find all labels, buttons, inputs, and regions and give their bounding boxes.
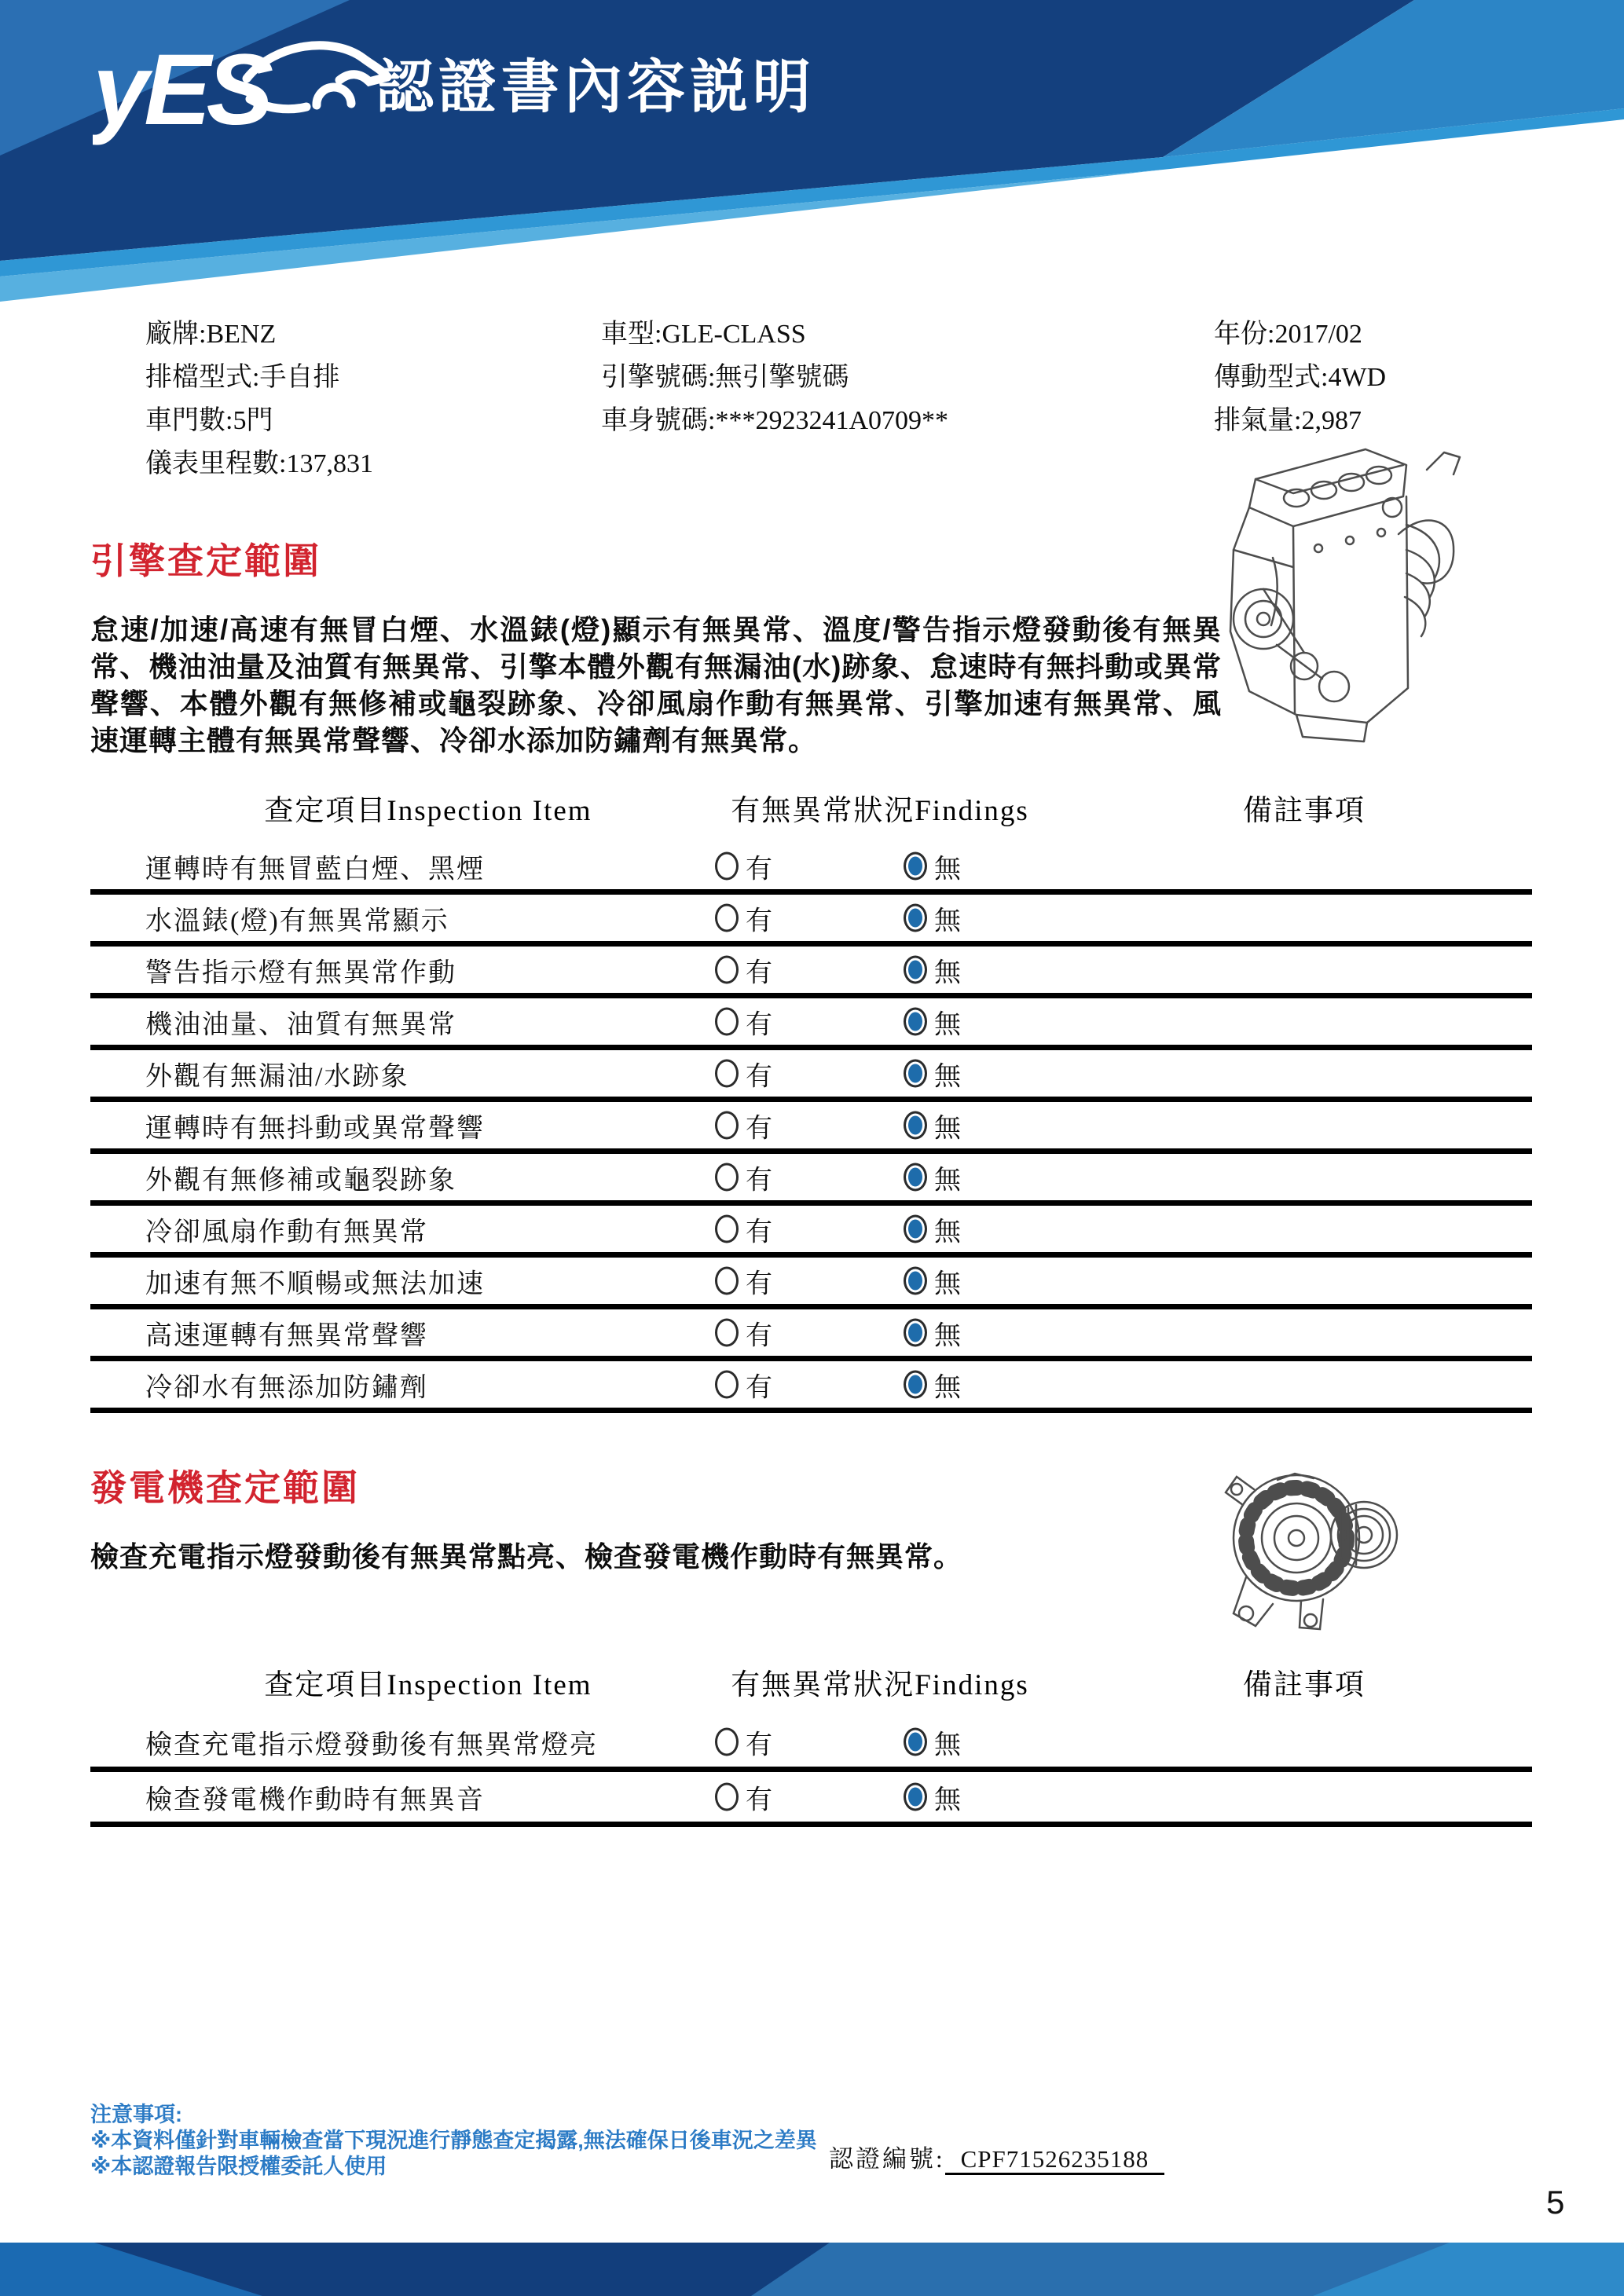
engine-section-heading: 引擎查定範圍 xyxy=(90,540,321,581)
inspection-item-label: 運轉時有無冒藍白煙、黑煙 xyxy=(145,855,485,884)
finding-option-label: 有 xyxy=(746,1218,772,1247)
column-header-item: 查定項目Inspection Item xyxy=(264,1669,592,1701)
finding-option xyxy=(904,1778,961,1816)
finding-option-label: 無 xyxy=(934,1785,961,1814)
radio-yes-icon xyxy=(715,1163,739,1192)
bottom-banner xyxy=(0,2243,1624,2296)
vehicle-info-line: 車身號碼:***2923241A0709** xyxy=(601,406,948,435)
radio-no-icon xyxy=(904,1163,927,1192)
inspection-table-row xyxy=(90,998,1532,1050)
inspection-table-row xyxy=(90,1102,1532,1154)
inspection-table-row xyxy=(90,1206,1532,1258)
inspection-item-label: 外觀有無修補或龜裂跡象 xyxy=(145,1166,456,1195)
finding-option xyxy=(904,1723,961,1761)
table-header-row xyxy=(90,1654,1532,1711)
inspection-item-label: 外觀有無漏油/水跡象 xyxy=(145,1062,409,1091)
vehicle-info-line: 車門數:5門 xyxy=(145,406,273,435)
finding-option-label: 無 xyxy=(934,958,961,987)
vehicle-info-line: 儀表里程數:137,831 xyxy=(145,449,373,478)
engine-inspection-table xyxy=(90,780,1532,1413)
generator-inspection-table xyxy=(90,1654,1532,1827)
finding-option xyxy=(715,1210,772,1248)
column-header-findings: 有無異常狀況Findings xyxy=(731,795,1029,827)
certificate-number-value: CPF71526235188 xyxy=(945,2145,1165,2175)
finding-option-label: 有 xyxy=(746,1730,772,1760)
radio-no-icon xyxy=(904,904,927,932)
finding-option xyxy=(715,1313,772,1352)
vehicle-info-line: 引擎號碼:無引擎號碼 xyxy=(601,363,849,392)
finding-option xyxy=(715,1158,772,1196)
radio-no-icon xyxy=(904,1060,927,1088)
inspection-table-row xyxy=(90,1361,1532,1413)
radio-yes-icon xyxy=(715,1060,739,1088)
generator-section-heading: 發電機查定範圍 xyxy=(90,1467,360,1508)
column-header-remark: 備註事項 xyxy=(1243,795,1366,827)
radio-no-icon xyxy=(904,1371,927,1399)
column-header-remark: 備註事項 xyxy=(1243,1669,1366,1701)
vehicle-info-line: 廠牌:BENZ xyxy=(145,320,277,349)
generator-section-description: 檢查充電指示燈發動後有無異常點亮、檢查發電機作動時有無異常。 xyxy=(90,1540,963,1573)
generator-table-rows xyxy=(90,1717,1532,1827)
page-title: 認證書內容説明 xyxy=(376,54,816,119)
finding-option-label: 有 xyxy=(746,855,772,884)
radio-no-icon xyxy=(904,1728,927,1756)
finding-option-label: 有 xyxy=(746,906,772,936)
finding-option-label: 有 xyxy=(746,958,772,987)
vehicle-info-line: 傳動型式:4WD xyxy=(1214,363,1387,392)
inspection-item-label: 冷卻水有無添加防鏽劑 xyxy=(145,1373,428,1402)
alternator-illustration xyxy=(1208,1458,1411,1640)
finding-option xyxy=(904,1313,961,1352)
radio-no-icon xyxy=(904,1111,927,1140)
finding-option-label: 有 xyxy=(746,1785,772,1814)
inspection-item-label: 檢查充電指示燈發動後有無異常燈亮 xyxy=(145,1730,598,1760)
finding-option-label: 有 xyxy=(746,1114,772,1143)
finding-option xyxy=(715,1002,772,1041)
radio-no-icon xyxy=(904,1319,927,1347)
radio-yes-icon xyxy=(715,956,739,984)
note-line-2: ※本認證報告限授權委託人使用 xyxy=(90,2155,387,2178)
vehicle-info-column-2 xyxy=(601,313,948,442)
finding-option xyxy=(904,1002,961,1041)
finding-option xyxy=(904,1158,961,1196)
note-line-1: ※本資料僅針對車輛檢查當下現況進行靜態查定揭露,無法確保日後車況之差異 xyxy=(90,2129,817,2152)
radio-yes-icon xyxy=(715,1319,739,1347)
finding-option xyxy=(715,1054,772,1093)
finding-option xyxy=(904,899,961,937)
radio-yes-icon xyxy=(715,1267,739,1295)
certificate-number-label: 認證編號: xyxy=(829,2145,945,2173)
finding-option xyxy=(715,899,772,937)
inspection-table-row xyxy=(90,1258,1532,1309)
finding-option-label: 無 xyxy=(934,1166,961,1195)
vehicle-info-column-3 xyxy=(1214,313,1386,442)
radio-no-icon xyxy=(904,1215,927,1243)
finding-option-label: 無 xyxy=(934,1373,961,1402)
finding-option xyxy=(904,847,961,885)
inspection-item-label: 運轉時有無抖動或異常聲響 xyxy=(145,1114,485,1143)
inspection-item-label: 檢查發電機作動時有無異音 xyxy=(145,1785,485,1814)
finding-option-label: 無 xyxy=(934,1269,961,1298)
radio-yes-icon xyxy=(715,852,739,881)
yes-logo xyxy=(93,24,391,157)
finding-option xyxy=(715,950,772,989)
vehicle-info-line: 排氣量:2,987 xyxy=(1214,406,1362,435)
inspection-table-row xyxy=(90,1717,1532,1772)
inspection-table-row xyxy=(90,1050,1532,1102)
engine-section-description: 怠速/加速/高速有無冒白煙、水溫錶(燈)顯示有無異常、溫度/警告指示燈發動後有無異常、機油油量及油質有無異常、引擎本體外觀有無漏油(水)跡象、怠速時有無抖動或異常聲響、本體外觀有無修補或龜裂跡象、冷卻風扇作動有無異常、引擎加速有無異常、風速運轉主體有無異常聲響、冷卻水添加防鏽劑有無異常。 xyxy=(90,613,1222,756)
inspection-table-row xyxy=(90,1772,1532,1827)
engine-table-rows xyxy=(90,843,1532,1413)
vehicle-info-column-1 xyxy=(145,313,373,485)
finding-option xyxy=(904,950,961,989)
inspection-item-label: 加速有無不順暢或無法加速 xyxy=(145,1269,485,1298)
page-number: 5 xyxy=(1546,2184,1565,2221)
column-header-item: 查定項目Inspection Item xyxy=(264,795,592,827)
finding-option xyxy=(904,1054,961,1093)
inspection-table-row xyxy=(90,895,1532,947)
radio-no-icon xyxy=(904,1267,927,1295)
finding-option-label: 有 xyxy=(746,1010,772,1039)
radio-no-icon xyxy=(904,1008,927,1036)
inspection-item-label: 警告指示燈有無異常作動 xyxy=(145,958,456,987)
finding-option-label: 有 xyxy=(746,1269,772,1298)
radio-no-icon xyxy=(904,1783,927,1811)
finding-option xyxy=(715,1106,772,1144)
vehicle-info-line: 排檔型式:手自排 xyxy=(145,363,340,392)
finding-option-label: 無 xyxy=(934,855,961,884)
yes-logo-text: yES xyxy=(93,34,269,146)
table-header-row xyxy=(90,780,1532,837)
finding-option-label: 無 xyxy=(934,906,961,936)
finding-option-label: 有 xyxy=(746,1062,772,1091)
certificate-number-line xyxy=(829,2139,1164,2174)
finding-option-label: 有 xyxy=(746,1166,772,1195)
inspection-item-label: 冷卻風扇作動有無異常 xyxy=(145,1218,428,1247)
radio-yes-icon xyxy=(715,1215,739,1243)
inspection-table-row xyxy=(90,1309,1532,1361)
finding-option xyxy=(715,1778,772,1816)
radio-yes-icon xyxy=(715,1783,739,1811)
inspection-table-row xyxy=(90,1154,1532,1206)
finding-option-label: 無 xyxy=(934,1114,961,1143)
inspection-item-label: 高速運轉有無異常聲響 xyxy=(145,1321,428,1350)
column-header-findings: 有無異常狀況Findings xyxy=(731,1669,1029,1701)
notes-block xyxy=(90,2102,817,2180)
radio-yes-icon xyxy=(715,904,739,932)
inspection-item-label: 機油油量、油質有無異常 xyxy=(145,1010,456,1039)
finding-option xyxy=(715,1262,772,1300)
engine-illustration xyxy=(1201,438,1472,746)
finding-option xyxy=(715,847,772,885)
inspection-table-row xyxy=(90,947,1532,998)
finding-option-label: 無 xyxy=(934,1010,961,1039)
finding-option-label: 有 xyxy=(746,1373,772,1402)
finding-option xyxy=(904,1365,961,1404)
finding-option-label: 無 xyxy=(934,1730,961,1760)
finding-option xyxy=(904,1106,961,1144)
vehicle-info-line: 車型:GLE-CLASS xyxy=(601,320,806,349)
radio-yes-icon xyxy=(715,1111,739,1140)
finding-option-label: 無 xyxy=(934,1218,961,1247)
radio-yes-icon xyxy=(715,1728,739,1756)
finding-option xyxy=(715,1365,772,1404)
radio-yes-icon xyxy=(715,1008,739,1036)
notes-title: 注意事項: xyxy=(90,2103,182,2126)
radio-yes-icon xyxy=(715,1371,739,1399)
finding-option xyxy=(904,1210,961,1248)
finding-option-label: 無 xyxy=(934,1321,961,1350)
finding-option-label: 有 xyxy=(746,1321,772,1350)
inspection-table-row xyxy=(90,843,1532,895)
finding-option-label: 無 xyxy=(934,1062,961,1091)
finding-option xyxy=(904,1262,961,1300)
finding-option xyxy=(715,1723,772,1761)
vehicle-info-line: 年份:2017/02 xyxy=(1214,320,1362,349)
radio-no-icon xyxy=(904,956,927,984)
radio-no-icon xyxy=(904,852,927,881)
inspection-item-label: 水溫錶(燈)有無異常顯示 xyxy=(145,906,449,936)
